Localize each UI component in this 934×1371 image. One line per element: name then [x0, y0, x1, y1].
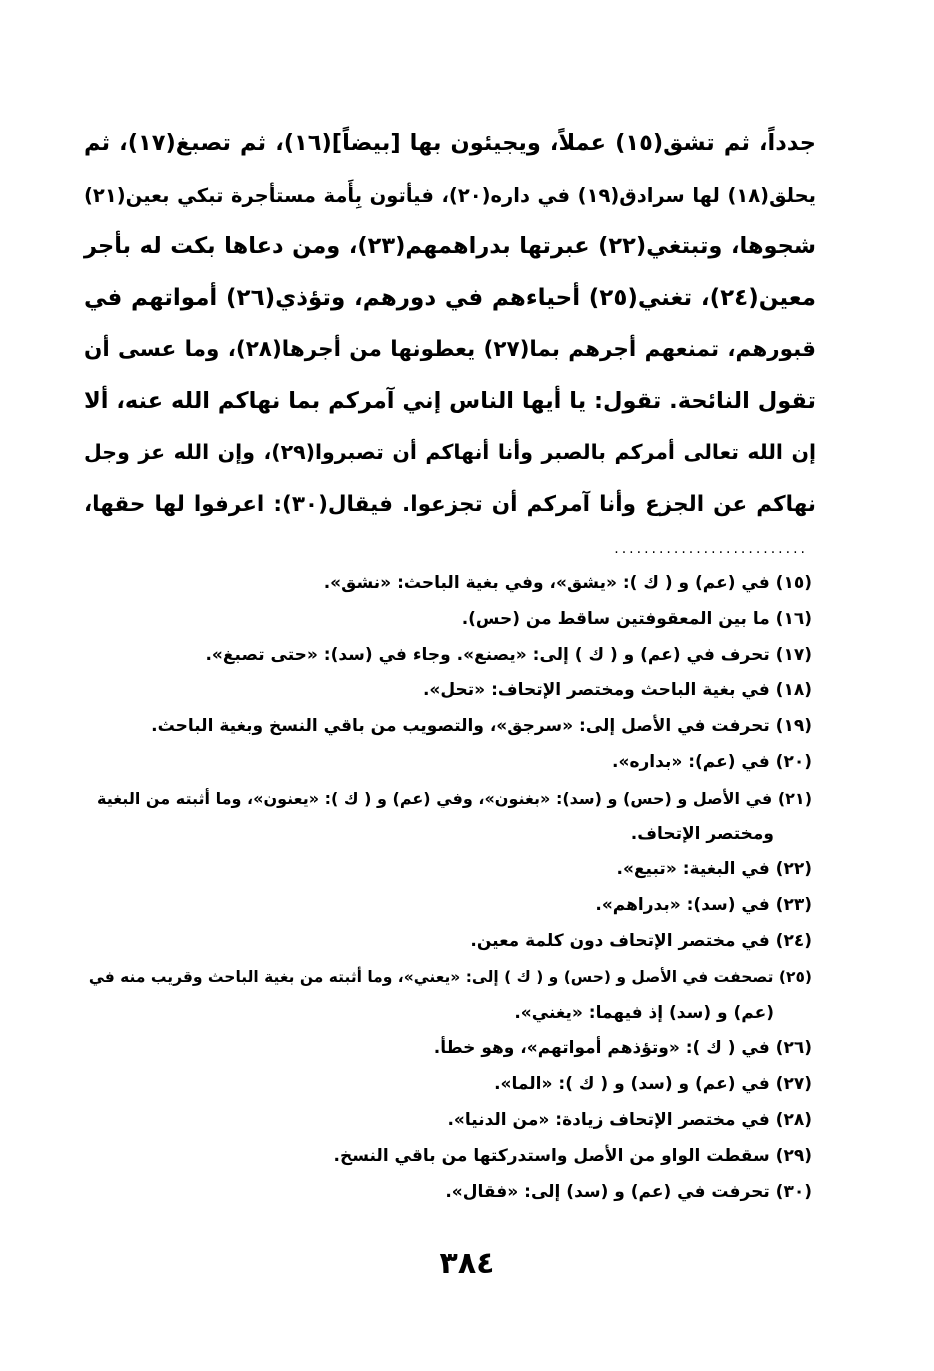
page-number: ٣٨٤ [439, 1246, 495, 1281]
footnote: (٢١) في الأصل و (حس) و (سد): «بغنون»، وفي (عم) و ( ك ): «يعنون»، وما أثبته من البغية [97, 788, 812, 808]
footnote: (٢٤) في مختصر الإتحاف دون كلمة معين. [470, 930, 812, 951]
footnote-continuation: ومختصر الإتحاف. [630, 823, 774, 844]
footnote: (١٧) تحرف في (عم) و ( ك ) إلى: «يصنع». وجاء في (سد): «حتى تصبغ». [205, 644, 812, 665]
body-line: قبورهم، تمنعهم أجرهم بما(٢٧) يعطونها من أجرها(٢٨)، وما عسى أن [84, 337, 816, 362]
body-line: نهاكم عن الجزع وأنا آمركم أن تجزعوا. فيقال(٣٠): اعرفوا لها حقها، [84, 491, 816, 517]
body-line: جدداً، ثم تشق(١٥) عملاً، ويجيئون بها [بيضاً](١٦)، ثم تصبغ(١٧)، ثم [84, 130, 817, 156]
footnote: (٣٠) تحرفت في (عم) و (سد) إلى: «فقال». [445, 1181, 812, 1202]
footnote-continuation: (عم) و (سد) إذ فيهما: «يغني». [514, 1002, 774, 1023]
footnote: (١٩) تحرفت في الأصل إلى: «سرجق»، والتصويب من باقي النسخ وبغية الباحث. [151, 716, 812, 737]
body-line: معين(٢٤)، تغني(٢٥) أحياءهم في دورهم، وتؤذي(٢٦) أمواتهم في [84, 284, 817, 311]
footnote: (٢٩) سقطت الواو من الأصل واستدركتها من باقي النسخ. [333, 1145, 812, 1166]
body-line: يحلق(١٨) لها سرادق(١٩) في داره(٢٠)، فيأتون بِأَمة مستأجرة تبكي بعين(٢١) [84, 183, 816, 207]
footnote: (٢٠) في (عم): «بداره». [612, 751, 812, 772]
footnote: (١٥) في (عم) و ( ك ): «يشق»، وفي بغية الباحث: «نشق». [323, 573, 812, 593]
body-line: شجوها، وتبتغي(٢٢) عبرتها بدراهمهم(٢٣)، ومن دعاها بكت له بأجر [84, 233, 816, 259]
footnote: (١٨) في بغية الباحث ومختصر الإتحاف: «تحل». [422, 680, 812, 701]
footnote: (١٦) ما بين المعقوفتين ساقط من (حس). [461, 608, 812, 629]
main-text [84, 118, 816, 530]
footnote: (٢٦) في ( ك ): «وتؤذهم أمواتهم»، وهو خطأ. [433, 1038, 812, 1059]
footnote: (٢٨) في مختصر الإتحاف زيادة: «من الدنيا». [447, 1109, 812, 1130]
footnote: (٢٥) تصحفت في الأصل و (حس) و ( ك ) إلى: «يعني»، وما أثبته من بغية الباحث وقريب منه في [88, 967, 812, 986]
footnote: (٢٧) في (عم) و (سد) و ( ك ): «الما». [494, 1074, 812, 1095]
footnote: (٢٣) في (سد): «بدراهم». [595, 895, 812, 916]
footnotes [84, 566, 812, 1210]
body-line: إن الله تعالى أمركم بالصبر وأنا أنهاكم أن تصبروا(٢٩)، وإن الله عز وجل [84, 440, 816, 464]
footnote: (٢٢) في البغية: «تبيع». [616, 859, 812, 880]
body-line: تقول النائحة. تقول: يا أيها الناس إني آمركم بما نهاكم الله عنه، ألا [84, 387, 816, 414]
footnote-separator: .......................... [614, 541, 808, 555]
